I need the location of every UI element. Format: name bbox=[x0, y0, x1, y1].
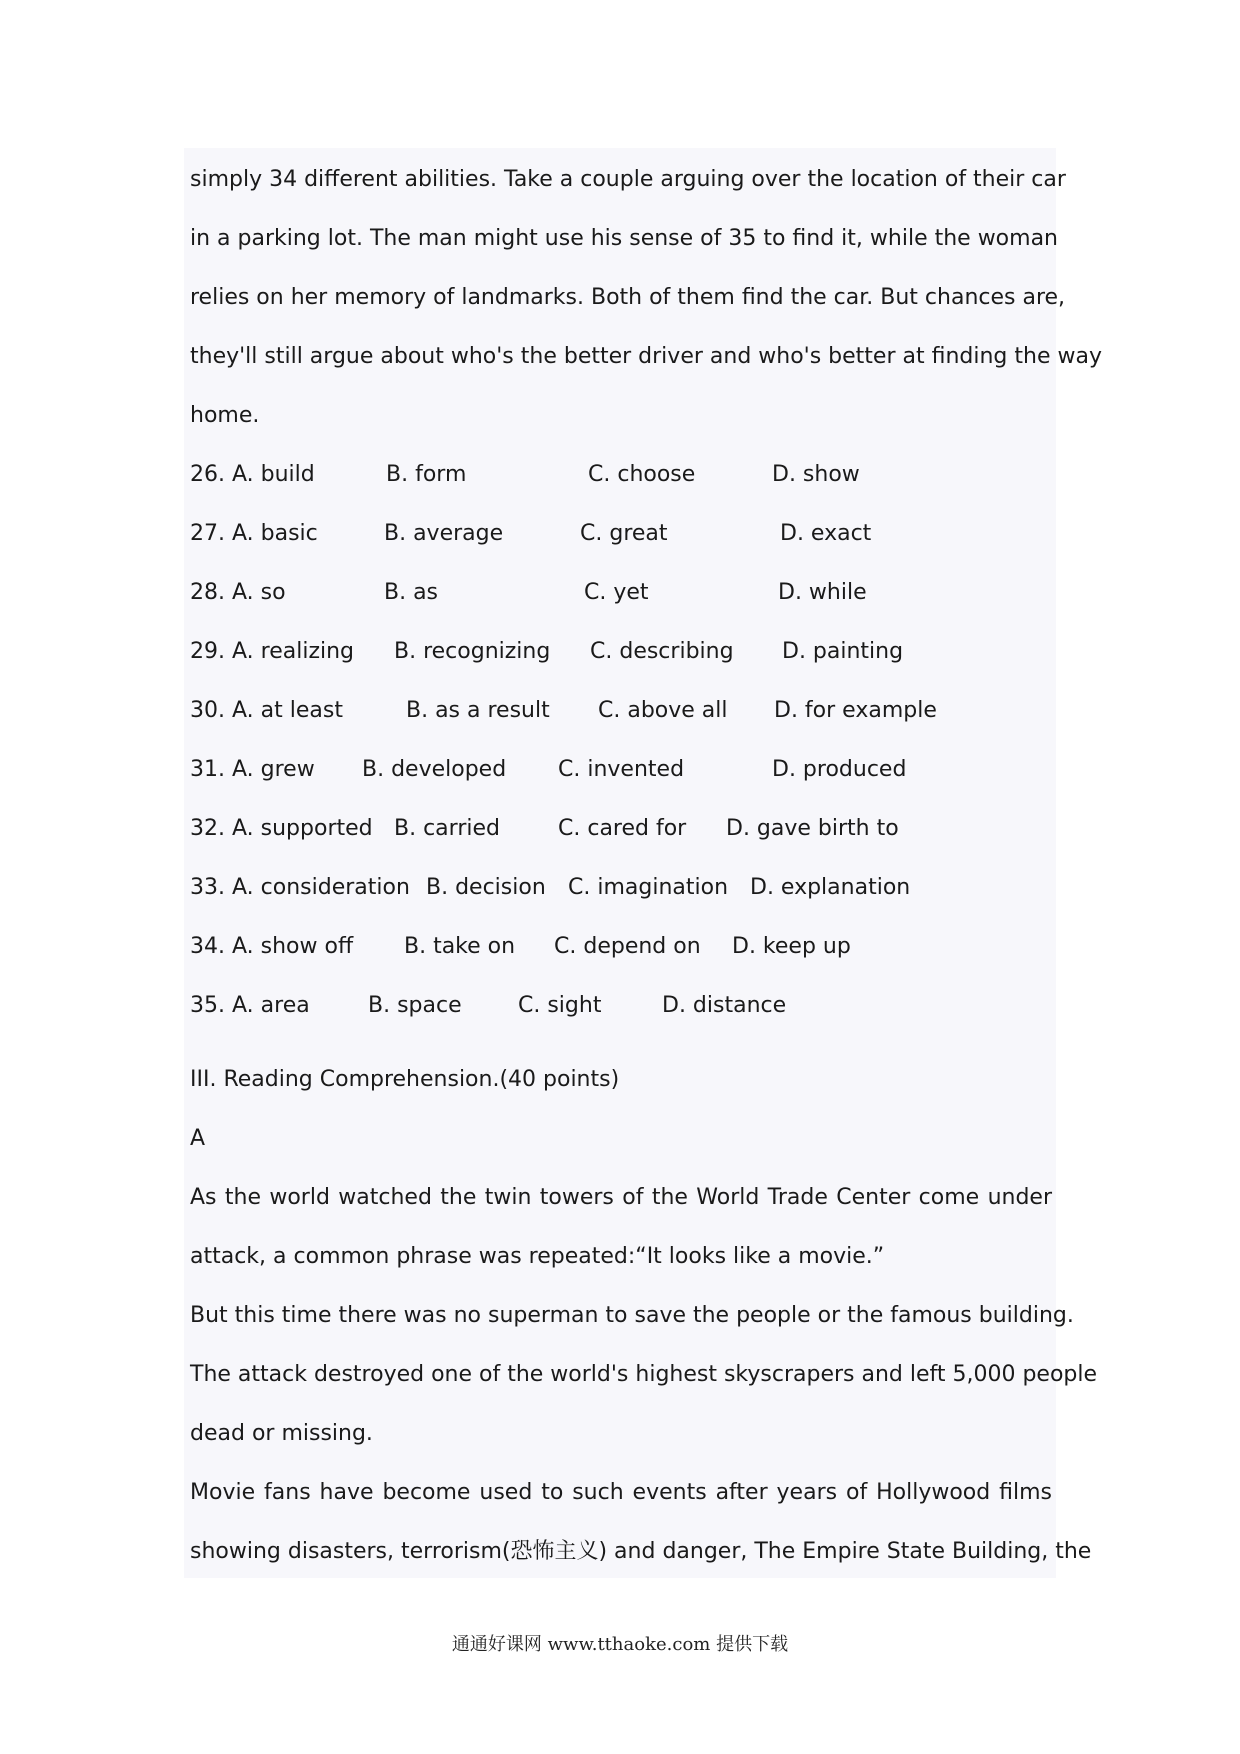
option-b: B. decision bbox=[426, 875, 546, 900]
passage-line: The attack destroyed one of the world's highest skyscrapers and left 5,000 people bbox=[190, 1362, 1098, 1387]
option-d: D. painting bbox=[782, 639, 904, 664]
option-a bbox=[190, 858, 410, 917]
option-c: C. great bbox=[580, 521, 668, 546]
passage-line: home. bbox=[190, 403, 260, 428]
option-c: C. yet bbox=[584, 580, 649, 605]
option-row bbox=[190, 740, 1052, 799]
option-b: B. form bbox=[386, 462, 467, 487]
option-c: C. imagination bbox=[568, 875, 729, 900]
options-list bbox=[190, 445, 1052, 1035]
option-row bbox=[190, 799, 1052, 858]
option-text: A. grew bbox=[232, 757, 315, 782]
section-heading: III. Reading Comprehension.(40 points) bbox=[190, 1067, 620, 1092]
option-d: D. for example bbox=[774, 698, 937, 723]
option-c: C. describing bbox=[590, 639, 734, 664]
option-b: B. average bbox=[384, 521, 504, 546]
option-d: D. explanation bbox=[750, 875, 911, 900]
option-d: D. produced bbox=[772, 757, 907, 782]
option-b: B. space bbox=[368, 993, 462, 1018]
passage-line: attack, a common phrase was repeated:“It looks like a movie.” bbox=[190, 1244, 885, 1269]
question-number: 30. bbox=[190, 698, 225, 723]
question-number: 26. bbox=[190, 462, 225, 487]
section-letter: A bbox=[190, 1126, 206, 1151]
option-c: C. above all bbox=[598, 698, 728, 723]
page-content bbox=[190, 150, 1102, 1581]
option-a bbox=[190, 681, 343, 740]
question-number: 33. bbox=[190, 875, 225, 900]
passage-line: they'll still argue about who's the better driver and who's better at finding the way bbox=[190, 344, 1102, 369]
option-c: C. choose bbox=[588, 462, 696, 487]
passage-line: relies on her memory of landmarks. Both of them find the car. But chances are, bbox=[190, 285, 1066, 310]
option-row bbox=[190, 622, 1052, 681]
option-b: B. as bbox=[384, 580, 439, 605]
passage-line: simply 34 different abilities. Take a couple arguing over the location of their car bbox=[190, 167, 1066, 192]
option-b: B. developed bbox=[362, 757, 507, 782]
option-row bbox=[190, 504, 1052, 563]
option-row bbox=[190, 681, 1052, 740]
question-number: 31. bbox=[190, 757, 225, 782]
option-c: C. cared for bbox=[558, 816, 687, 841]
option-b: B. as a result bbox=[406, 698, 550, 723]
option-d: D. exact bbox=[780, 521, 872, 546]
question-number: 35. bbox=[190, 993, 225, 1018]
option-d: D. show bbox=[772, 462, 860, 487]
option-d: D. gave birth to bbox=[726, 816, 899, 841]
option-a bbox=[190, 976, 310, 1035]
option-row bbox=[190, 563, 1052, 622]
option-d: D. while bbox=[778, 580, 867, 605]
option-text: A. basic bbox=[232, 521, 318, 546]
option-a bbox=[190, 622, 354, 681]
option-text: A. build bbox=[232, 462, 315, 487]
option-text: A. at least bbox=[232, 698, 343, 723]
option-c: C. sight bbox=[518, 993, 602, 1018]
option-text: A. area bbox=[232, 993, 310, 1018]
option-text: A. supported bbox=[232, 816, 373, 841]
option-b: B. recognizing bbox=[394, 639, 551, 664]
option-text: A. show off bbox=[232, 934, 354, 959]
option-c: C. invented bbox=[558, 757, 685, 782]
option-row bbox=[190, 976, 1052, 1035]
passage-line: showing disasters, terrorism(恐怖主义) and danger, The Empire State Building, the bbox=[190, 1539, 1092, 1564]
option-d: D. distance bbox=[662, 993, 787, 1018]
question-number: 29. bbox=[190, 639, 225, 664]
question-number: 32. bbox=[190, 816, 225, 841]
option-a bbox=[190, 504, 318, 563]
passage-line: As the world watched the twin towers of the World Trade Center come under bbox=[190, 1185, 1052, 1210]
passage-line: dead or missing. bbox=[190, 1421, 373, 1446]
option-row bbox=[190, 445, 1052, 504]
option-a bbox=[190, 799, 373, 858]
question-number: 34. bbox=[190, 934, 225, 959]
option-b: B. carried bbox=[394, 816, 500, 841]
option-text: A. realizing bbox=[232, 639, 355, 664]
option-a bbox=[190, 917, 353, 976]
option-d: D. keep up bbox=[732, 934, 851, 959]
page-footer: 通通好课网 www.tthaoke.com 提供下载 bbox=[451, 1634, 789, 1655]
passage-line: But this time there was no superman to save the people or the famous building. bbox=[190, 1303, 1074, 1328]
option-text: A. so bbox=[232, 580, 286, 605]
option-text: A. consideration bbox=[232, 875, 410, 900]
option-c: C. depend on bbox=[554, 934, 701, 959]
option-a bbox=[190, 740, 315, 799]
question-number: 27. bbox=[190, 521, 225, 546]
option-row bbox=[190, 917, 1052, 976]
passage-line: Movie fans have become used to such events after years of Hollywood films bbox=[190, 1480, 1052, 1505]
option-b: B. take on bbox=[404, 934, 516, 959]
option-a bbox=[190, 445, 315, 504]
option-row bbox=[190, 858, 1052, 917]
passage-line: in a parking lot. The man might use his sense of 35 to find it, while the woman bbox=[190, 226, 1059, 251]
option-a bbox=[190, 563, 286, 622]
question-number: 28. bbox=[190, 580, 225, 605]
